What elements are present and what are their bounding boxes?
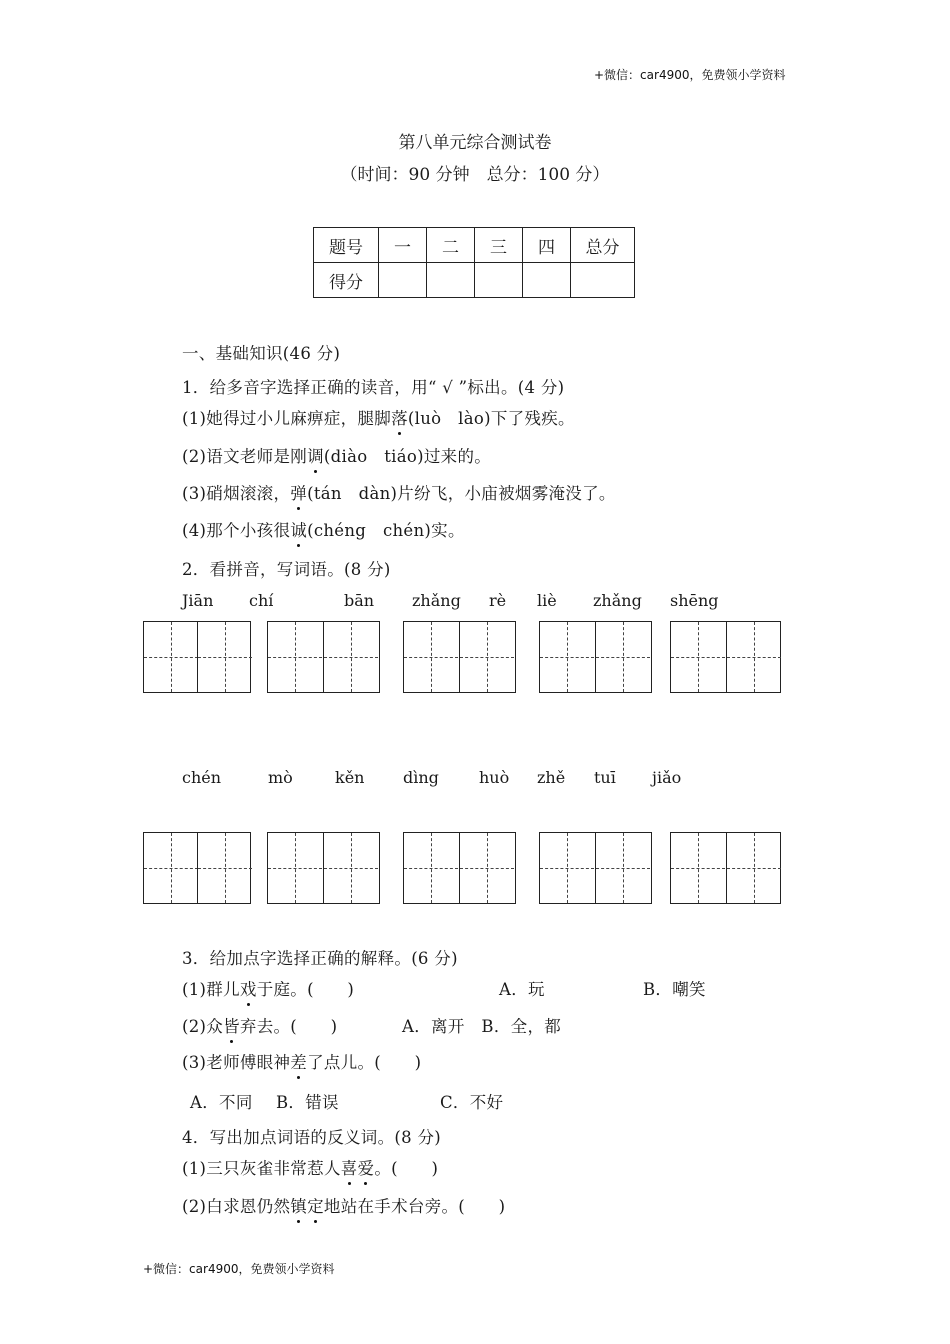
page-title: 第八单元综合测试卷 [398, 133, 552, 153]
writing-box[interactable] [670, 621, 781, 693]
pinyin-syllable: shēng [670, 591, 719, 610]
q4-item-2: (2)白求恩仍然镇定地站在手术台旁。( ) [182, 1193, 505, 1217]
q3-item-2-options: A．离开 B．全，都 [402, 1017, 562, 1036]
q1-item-3: (3)硝烟滚滚，弹(tán dàn)片纷飞，小庙被烟雾淹没了。 [182, 480, 616, 504]
score-header-cell: 总分 [571, 228, 635, 263]
pinyin-syllable: mò [268, 768, 293, 787]
score-cell[interactable] [571, 263, 635, 298]
q2-title: 2．看拼音，写词语。(8 分) [182, 560, 391, 579]
pinyin-syllable: zhǎng [412, 591, 461, 610]
score-cell[interactable] [379, 263, 427, 298]
score-header-cell: 二 [427, 228, 475, 263]
score-row-label: 得分 [314, 263, 379, 298]
q3-item-3-option-c: C．不好 [440, 1093, 504, 1112]
pinyin-syllable: kěn [335, 768, 365, 787]
pinyin-syllable: bān [344, 591, 375, 610]
writing-box[interactable] [403, 832, 516, 904]
q4-title: 4．写出加点词语的反义词。(8 分) [182, 1128, 442, 1147]
writing-box[interactable] [403, 621, 516, 693]
q4-item-1: (1)三只灰雀非常惹人喜爱。( ) [182, 1155, 438, 1179]
q1-item-1: (1)她得过小儿麻痹症，腿脚落(luò lào)下了残疾。 [182, 405, 575, 429]
header-watermark: +微信：car4900，免费领小学资料 [594, 68, 786, 82]
score-header-cell: 题号 [314, 228, 379, 263]
pinyin-syllable: tuī [594, 768, 616, 787]
q3-item-3-option-a: A．不同 [190, 1093, 253, 1112]
writing-box[interactable] [539, 621, 652, 693]
writing-box[interactable] [539, 832, 652, 904]
q3-item-1: (1)群儿戏于庭。( ) [182, 976, 354, 1000]
q3-title: 3．给加点字选择正确的解释。(6 分) [182, 949, 458, 968]
writing-box[interactable] [143, 621, 251, 693]
section1-heading: 一、基础知识(46 分) [182, 344, 341, 363]
q1-item-2: (2)语文老师是刚调(diào tiáo)过来的。 [182, 443, 491, 467]
score-table [313, 227, 635, 298]
q1-item-4: (4)那个小孩很诚(chéng chén)实。 [182, 517, 465, 541]
pinyin-syllable: zhǎng [593, 591, 642, 610]
writing-box[interactable] [670, 832, 781, 904]
pinyin-syllable: zhě [537, 768, 566, 787]
q3-item-1-option-a: A．玩 [499, 980, 545, 999]
score-table-score-row [314, 263, 635, 298]
page-subtitle: （时间：90 分钟 总分：100 分） [340, 165, 610, 185]
score-table-header-row [314, 228, 635, 263]
footer-watermark: +微信：car4900，免费领小学资料 [143, 1262, 335, 1276]
q3-item-3-option-b: B．错误 [276, 1093, 339, 1112]
pinyin-syllable: chí [249, 591, 274, 610]
score-header-cell: 四 [523, 228, 571, 263]
score-header-cell: 三 [475, 228, 523, 263]
pinyin-syllable: liè [537, 591, 557, 610]
pinyin-syllable: huò [479, 768, 510, 787]
score-cell[interactable] [475, 263, 523, 298]
score-cell[interactable] [523, 263, 571, 298]
q3-item-1-option-b: B．嘲笑 [643, 980, 706, 999]
writing-box[interactable] [143, 832, 251, 904]
q1-title: 1．给多音字选择正确的读音，用“ √ ”标出。(4 分) [182, 378, 565, 397]
score-header-cell: 一 [379, 228, 427, 263]
pinyin-syllable: rè [489, 591, 507, 610]
writing-box[interactable] [267, 621, 380, 693]
pinyin-syllable: jiǎo [652, 768, 682, 787]
pinyin-syllable: Jiān [182, 591, 214, 610]
q3-item-2: (2)众皆弃去。( ) [182, 1013, 337, 1037]
pinyin-syllable: dìng [403, 768, 439, 787]
writing-box[interactable] [267, 832, 380, 904]
score-cell[interactable] [427, 263, 475, 298]
q3-item-3: (3)老师傅眼神差了点儿。( ) [182, 1049, 421, 1073]
pinyin-syllable: chén [182, 768, 222, 787]
